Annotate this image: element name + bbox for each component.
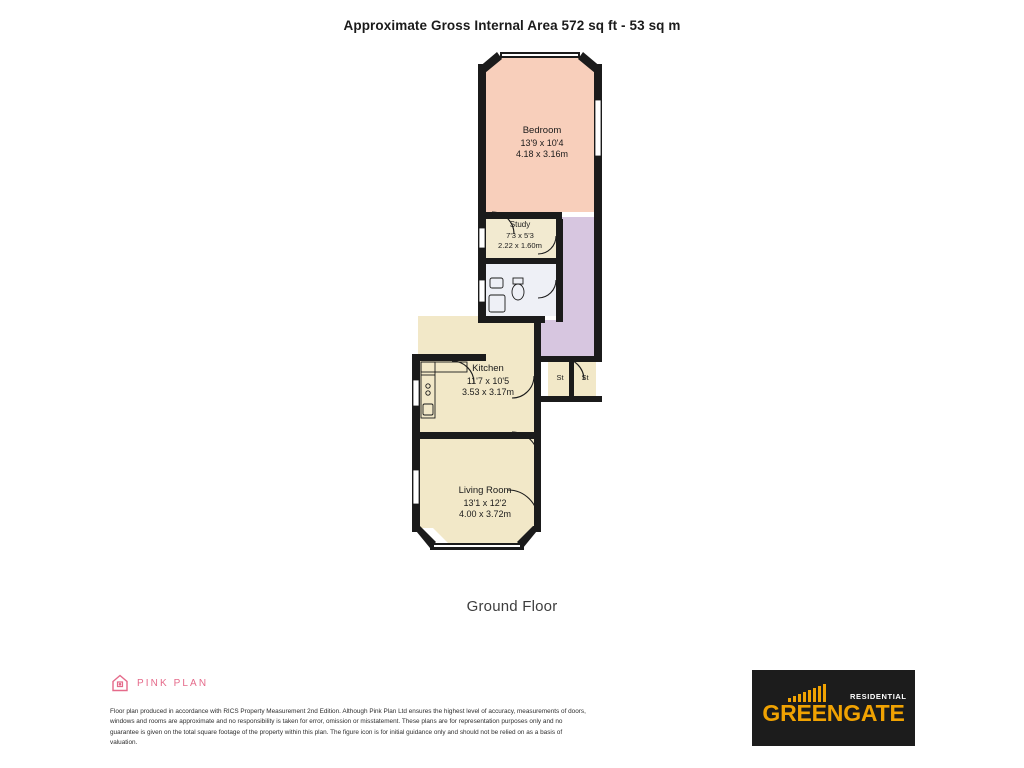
storage-label-right: St xyxy=(581,373,589,382)
logo-subtitle: RESIDENTIAL xyxy=(850,692,907,701)
logo-brand: GREENGATE xyxy=(762,700,905,726)
storage-label-left: St xyxy=(556,373,564,382)
disclaimer-text: Floor plan produced in accordance with RICS Property Measurement 2nd Edition. Although Pink Plan Ltd ensures the highest level of accuracy, measurements of doors, windows and rooms are approximate and no responsibility is taken for error, omission or misstatement. These plans are for representation purposes only and no guarantee is given on the total square footage of the property within this plan. The figure icon is for initial guidance only and should not be relied on as a basis of valuation. xyxy=(110,708,586,747)
room-label-study: Study 7'3 x 5'3 2.22 x 1.60m xyxy=(498,220,542,250)
house-icon xyxy=(110,673,130,693)
room-label-bedroom: Bedroom 13'9 x 10'4 4.18 x 3.16m xyxy=(515,125,569,160)
floor-label: Ground Floor xyxy=(466,598,558,615)
pink-plan-label: PINK PLAN xyxy=(137,677,209,689)
room-label-living-room: Living Room 13'1 x 12'2 4.00 x 3.72m xyxy=(458,485,512,520)
page-title: Approximate Gross Internal Area 572 sq ft - 53 sq m xyxy=(343,18,681,33)
room-shape-bathroom xyxy=(484,264,559,316)
floorplan-canvas xyxy=(0,40,1024,600)
greengate-logo xyxy=(752,670,915,746)
pink-plan-branding xyxy=(110,673,208,693)
room-label-kitchen: Kitchen 11'7 x 10'5 3.53 x 3.17m xyxy=(461,363,515,398)
